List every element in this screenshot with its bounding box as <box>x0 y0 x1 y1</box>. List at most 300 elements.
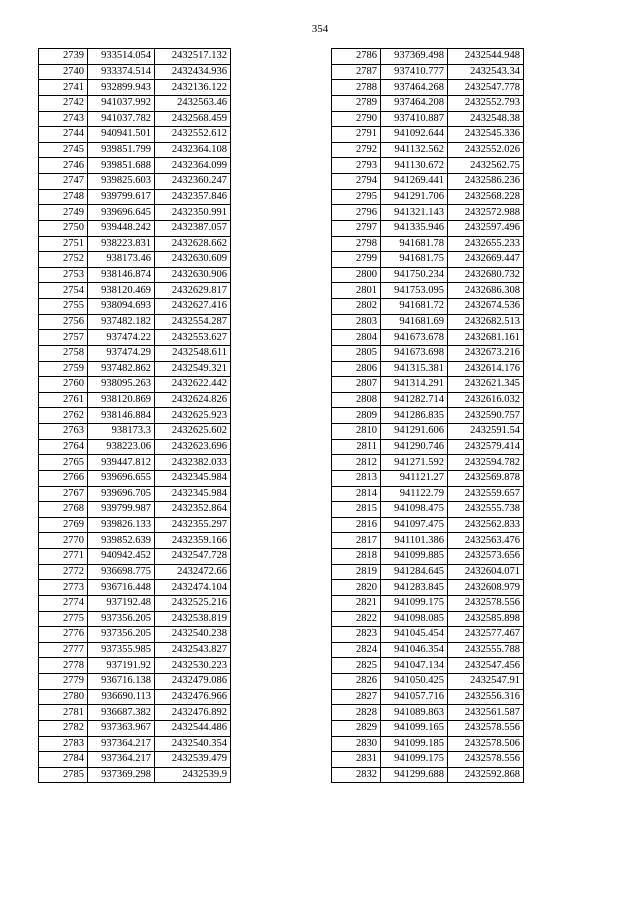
y-coordinate-cell: 2432352.864 <box>155 502 231 518</box>
y-coordinate-cell: 2432630.906 <box>155 267 231 283</box>
x-coordinate-cell: 941099.175 <box>381 595 448 611</box>
point-number-cell: 2740 <box>39 64 88 80</box>
y-coordinate-cell: 2432350.991 <box>155 205 231 221</box>
table-row <box>332 174 524 190</box>
x-coordinate-cell: 932899.943 <box>88 80 155 96</box>
y-coordinate-cell: 2432629.817 <box>155 283 231 299</box>
point-number-cell: 2788 <box>332 80 381 96</box>
y-coordinate-cell: 2432578.506 <box>448 736 524 752</box>
x-coordinate-cell: 941037.782 <box>88 111 155 127</box>
x-coordinate-cell: 941047.134 <box>381 658 448 674</box>
point-number-cell: 2742 <box>39 95 88 111</box>
table-row <box>39 611 231 627</box>
table-row <box>332 439 524 455</box>
point-number-cell: 2821 <box>332 595 381 611</box>
y-coordinate-cell: 2432355.297 <box>155 517 231 533</box>
table-row <box>332 267 524 283</box>
table-row <box>332 486 524 502</box>
point-number-cell: 2770 <box>39 533 88 549</box>
x-coordinate-cell: 941099.165 <box>381 720 448 736</box>
x-coordinate-cell: 939851.799 <box>88 142 155 158</box>
y-coordinate-cell: 2432540.354 <box>155 736 231 752</box>
table-row <box>332 392 524 408</box>
table-row <box>332 205 524 221</box>
x-coordinate-cell: 941122.79 <box>381 486 448 502</box>
point-number-cell: 2774 <box>39 595 88 611</box>
x-coordinate-cell: 938146.874 <box>88 267 155 283</box>
table-row <box>39 267 231 283</box>
table-row <box>39 705 231 721</box>
x-coordinate-cell: 941057.716 <box>381 689 448 705</box>
y-coordinate-cell: 2432592.868 <box>448 767 524 783</box>
point-number-cell: 2768 <box>39 502 88 518</box>
y-coordinate-cell: 2432578.556 <box>448 595 524 611</box>
point-number-cell: 2783 <box>39 736 88 752</box>
y-coordinate-cell: 2432345.984 <box>155 470 231 486</box>
y-coordinate-cell: 2432434.936 <box>155 64 231 80</box>
x-coordinate-cell: 937356.205 <box>88 627 155 643</box>
point-number-cell: 2816 <box>332 517 381 533</box>
table-row <box>39 314 231 330</box>
x-coordinate-cell: 941130.672 <box>381 158 448 174</box>
y-coordinate-cell: 2432549.321 <box>155 361 231 377</box>
y-coordinate-cell: 2432627.416 <box>155 299 231 315</box>
coordinates-table-left <box>38 48 231 783</box>
y-coordinate-cell: 2432562.75 <box>448 158 524 174</box>
table-row <box>332 299 524 315</box>
table-row <box>39 142 231 158</box>
table-row <box>332 533 524 549</box>
y-coordinate-cell: 2432597.496 <box>448 220 524 236</box>
x-coordinate-cell: 938094.693 <box>88 299 155 315</box>
point-number-cell: 2762 <box>39 408 88 424</box>
y-coordinate-cell: 2432547.728 <box>155 549 231 565</box>
table-row <box>39 455 231 471</box>
page-number: 354 <box>311 23 329 35</box>
point-number-cell: 2823 <box>332 627 381 643</box>
table-row <box>39 408 231 424</box>
x-coordinate-cell: 940942.452 <box>88 549 155 565</box>
y-coordinate-cell: 2432136.122 <box>155 80 231 96</box>
y-coordinate-cell: 2432561.587 <box>448 705 524 721</box>
table-row <box>332 330 524 346</box>
point-number-cell: 2811 <box>332 439 381 455</box>
y-coordinate-cell: 2432614.176 <box>448 361 524 377</box>
x-coordinate-cell: 941271.592 <box>381 455 448 471</box>
table-row <box>39 595 231 611</box>
table-row <box>332 361 524 377</box>
point-number-cell: 2819 <box>332 564 381 580</box>
table-row <box>39 502 231 518</box>
point-number-cell: 2822 <box>332 611 381 627</box>
y-coordinate-cell: 2432572.988 <box>448 205 524 221</box>
table-row <box>332 424 524 440</box>
y-coordinate-cell: 2432552.026 <box>448 142 524 158</box>
y-coordinate-cell: 2432547.456 <box>448 658 524 674</box>
table-row <box>332 470 524 486</box>
x-coordinate-cell: 939696.645 <box>88 205 155 221</box>
x-coordinate-cell: 941037.992 <box>88 95 155 111</box>
table-row <box>332 158 524 174</box>
y-coordinate-cell: 2432655.233 <box>448 236 524 252</box>
x-coordinate-cell: 937369.498 <box>381 49 448 65</box>
x-coordinate-cell: 941121.27 <box>381 470 448 486</box>
y-coordinate-cell: 2432568.459 <box>155 111 231 127</box>
x-coordinate-cell: 941284.645 <box>381 564 448 580</box>
x-coordinate-cell: 941099.175 <box>381 752 448 768</box>
table-row <box>39 205 231 221</box>
table-row <box>39 689 231 705</box>
point-number-cell: 2807 <box>332 377 381 393</box>
y-coordinate-cell: 2432472.66 <box>155 564 231 580</box>
table-row <box>39 220 231 236</box>
point-number-cell: 2750 <box>39 220 88 236</box>
y-coordinate-cell: 2432364.099 <box>155 158 231 174</box>
x-coordinate-cell: 941286.835 <box>381 408 448 424</box>
point-number-cell: 2765 <box>39 455 88 471</box>
y-coordinate-cell: 2432364.108 <box>155 142 231 158</box>
x-coordinate-cell: 933514.054 <box>88 49 155 65</box>
point-number-cell: 2741 <box>39 80 88 96</box>
x-coordinate-cell: 941315.381 <box>381 361 448 377</box>
y-coordinate-cell: 2432586.236 <box>448 174 524 190</box>
point-number-cell: 2784 <box>39 752 88 768</box>
y-coordinate-cell: 2432680.732 <box>448 267 524 283</box>
y-coordinate-cell: 2432686.308 <box>448 283 524 299</box>
x-coordinate-cell: 941750.234 <box>381 267 448 283</box>
point-number-cell: 2780 <box>39 689 88 705</box>
table-row <box>39 95 231 111</box>
table-row <box>332 627 524 643</box>
x-coordinate-cell: 941673.678 <box>381 330 448 346</box>
x-coordinate-cell: 937191.92 <box>88 658 155 674</box>
point-number-cell: 2813 <box>332 470 381 486</box>
point-number-cell: 2775 <box>39 611 88 627</box>
point-number-cell: 2764 <box>39 439 88 455</box>
point-number-cell: 2787 <box>332 64 381 80</box>
point-number-cell: 2798 <box>332 236 381 252</box>
point-number-cell: 2763 <box>39 424 88 440</box>
point-number-cell: 2789 <box>332 95 381 111</box>
point-number-cell: 2745 <box>39 142 88 158</box>
y-coordinate-cell: 2432569.878 <box>448 470 524 486</box>
x-coordinate-cell: 941282.714 <box>381 392 448 408</box>
point-number-cell: 2755 <box>39 299 88 315</box>
table-row <box>332 127 524 143</box>
y-coordinate-cell: 2432622.442 <box>155 377 231 393</box>
table-row <box>39 533 231 549</box>
point-number-cell: 2804 <box>332 330 381 346</box>
y-coordinate-cell: 2432579.414 <box>448 439 524 455</box>
x-coordinate-cell: 941335.946 <box>381 220 448 236</box>
point-number-cell: 2800 <box>332 267 381 283</box>
x-coordinate-cell: 941291.706 <box>381 189 448 205</box>
point-number-cell: 2790 <box>332 111 381 127</box>
table-row <box>332 705 524 721</box>
table-row <box>332 95 524 111</box>
point-number-cell: 2812 <box>332 455 381 471</box>
table-row <box>332 642 524 658</box>
x-coordinate-cell: 941099.185 <box>381 736 448 752</box>
table-row <box>332 220 524 236</box>
y-coordinate-cell: 2432555.738 <box>448 502 524 518</box>
point-number-cell: 2831 <box>332 752 381 768</box>
point-number-cell: 2814 <box>332 486 381 502</box>
point-number-cell: 2809 <box>332 408 381 424</box>
point-number-cell: 2782 <box>39 720 88 736</box>
y-coordinate-cell: 2432543.34 <box>448 64 524 80</box>
y-coordinate-cell: 2432590.757 <box>448 408 524 424</box>
point-number-cell: 2739 <box>39 49 88 65</box>
point-number-cell: 2754 <box>39 283 88 299</box>
table-row <box>332 283 524 299</box>
y-coordinate-cell: 2432616.032 <box>448 392 524 408</box>
table-row <box>39 64 231 80</box>
point-number-cell: 2751 <box>39 236 88 252</box>
x-coordinate-cell: 939825.603 <box>88 174 155 190</box>
table-row <box>39 299 231 315</box>
table-row <box>332 189 524 205</box>
point-number-cell: 2746 <box>39 158 88 174</box>
x-coordinate-cell: 937369.298 <box>88 767 155 783</box>
point-number-cell: 2801 <box>332 283 381 299</box>
table-row <box>332 252 524 268</box>
x-coordinate-cell: 941299.688 <box>381 767 448 783</box>
point-number-cell: 2795 <box>332 189 381 205</box>
y-coordinate-cell: 2432573.656 <box>448 549 524 565</box>
table-row <box>332 549 524 565</box>
x-coordinate-cell: 938173.46 <box>88 252 155 268</box>
coordinates-table-right <box>331 48 524 783</box>
table-left-body <box>39 49 231 783</box>
y-coordinate-cell: 2432591.54 <box>448 424 524 440</box>
table-row <box>332 49 524 65</box>
table-row <box>39 345 231 361</box>
x-coordinate-cell: 941045.454 <box>381 627 448 643</box>
point-number-cell: 2820 <box>332 580 381 596</box>
x-coordinate-cell: 941050.425 <box>381 674 448 690</box>
point-number-cell: 2779 <box>39 674 88 690</box>
table-row <box>39 127 231 143</box>
y-coordinate-cell: 2432547.91 <box>448 674 524 690</box>
point-number-cell: 2806 <box>332 361 381 377</box>
point-number-cell: 2791 <box>332 127 381 143</box>
y-coordinate-cell: 2432623.696 <box>155 439 231 455</box>
point-number-cell: 2810 <box>332 424 381 440</box>
x-coordinate-cell: 938223.06 <box>88 439 155 455</box>
y-coordinate-cell: 2432604.071 <box>448 564 524 580</box>
y-coordinate-cell: 2432387.057 <box>155 220 231 236</box>
x-coordinate-cell: 936698.775 <box>88 564 155 580</box>
table-row <box>332 64 524 80</box>
point-number-cell: 2808 <box>332 392 381 408</box>
y-coordinate-cell: 2432543.827 <box>155 642 231 658</box>
y-coordinate-cell: 2432578.556 <box>448 720 524 736</box>
x-coordinate-cell: 941097.475 <box>381 517 448 533</box>
table-row <box>332 689 524 705</box>
point-number-cell: 2802 <box>332 299 381 315</box>
table-row <box>39 158 231 174</box>
table-row <box>332 517 524 533</box>
y-coordinate-cell: 2432625.602 <box>155 424 231 440</box>
x-coordinate-cell: 939851.688 <box>88 158 155 174</box>
point-number-cell: 2799 <box>332 252 381 268</box>
point-number-cell: 2796 <box>332 205 381 221</box>
point-number-cell: 2825 <box>332 658 381 674</box>
y-coordinate-cell: 2432517.132 <box>155 49 231 65</box>
point-number-cell: 2830 <box>332 736 381 752</box>
point-number-cell: 2756 <box>39 314 88 330</box>
point-number-cell: 2781 <box>39 705 88 721</box>
table-row <box>39 752 231 768</box>
x-coordinate-cell: 941681.69 <box>381 314 448 330</box>
y-coordinate-cell: 2432359.166 <box>155 533 231 549</box>
x-coordinate-cell: 941098.085 <box>381 611 448 627</box>
x-coordinate-cell: 937356.205 <box>88 611 155 627</box>
table-row <box>332 314 524 330</box>
x-coordinate-cell: 938173.3 <box>88 424 155 440</box>
table-row <box>332 377 524 393</box>
y-coordinate-cell: 2432578.556 <box>448 752 524 768</box>
x-coordinate-cell: 937410.887 <box>381 111 448 127</box>
x-coordinate-cell: 939799.617 <box>88 189 155 205</box>
point-number-cell: 2749 <box>39 205 88 221</box>
x-coordinate-cell: 941321.143 <box>381 205 448 221</box>
table-row <box>332 455 524 471</box>
point-number-cell: 2818 <box>332 549 381 565</box>
y-coordinate-cell: 2432345.984 <box>155 486 231 502</box>
x-coordinate-cell: 937474.22 <box>88 330 155 346</box>
table-row <box>332 595 524 611</box>
y-coordinate-cell: 2432544.486 <box>155 720 231 736</box>
y-coordinate-cell: 2432556.316 <box>448 689 524 705</box>
y-coordinate-cell: 2432608.979 <box>448 580 524 596</box>
y-coordinate-cell: 2432539.9 <box>155 767 231 783</box>
point-number-cell: 2805 <box>332 345 381 361</box>
x-coordinate-cell: 937363.967 <box>88 720 155 736</box>
table-row <box>332 736 524 752</box>
table-row <box>332 142 524 158</box>
y-coordinate-cell: 2432559.657 <box>448 486 524 502</box>
x-coordinate-cell: 937464.208 <box>381 95 448 111</box>
table-row <box>39 111 231 127</box>
x-coordinate-cell: 941092.644 <box>381 127 448 143</box>
table-row <box>332 111 524 127</box>
point-number-cell: 2832 <box>332 767 381 783</box>
table-row <box>332 502 524 518</box>
point-number-cell: 2797 <box>332 220 381 236</box>
y-coordinate-cell: 2432357.846 <box>155 189 231 205</box>
x-coordinate-cell: 938120.469 <box>88 283 155 299</box>
x-coordinate-cell: 939799.987 <box>88 502 155 518</box>
y-coordinate-cell: 2432544.948 <box>448 49 524 65</box>
point-number-cell: 2803 <box>332 314 381 330</box>
x-coordinate-cell: 940941.501 <box>88 127 155 143</box>
point-number-cell: 2793 <box>332 158 381 174</box>
x-coordinate-cell: 938095.263 <box>88 377 155 393</box>
x-coordinate-cell: 933374.514 <box>88 64 155 80</box>
table-row <box>39 720 231 736</box>
y-coordinate-cell: 2432552.612 <box>155 127 231 143</box>
point-number-cell: 2760 <box>39 377 88 393</box>
x-coordinate-cell: 941269.441 <box>381 174 448 190</box>
table-row <box>332 674 524 690</box>
table-row <box>39 627 231 643</box>
table-row <box>39 283 231 299</box>
point-number-cell: 2817 <box>332 533 381 549</box>
table-row <box>39 658 231 674</box>
x-coordinate-cell: 941290.746 <box>381 439 448 455</box>
table-row <box>332 564 524 580</box>
y-coordinate-cell: 2432577.467 <box>448 627 524 643</box>
point-number-cell: 2744 <box>39 127 88 143</box>
point-number-cell: 2773 <box>39 580 88 596</box>
x-coordinate-cell: 937192.48 <box>88 595 155 611</box>
y-coordinate-cell: 2432476.892 <box>155 705 231 721</box>
point-number-cell: 2767 <box>39 486 88 502</box>
point-number-cell: 2776 <box>39 627 88 643</box>
point-number-cell: 2761 <box>39 392 88 408</box>
table-row <box>39 236 231 252</box>
y-coordinate-cell: 2432624.826 <box>155 392 231 408</box>
y-coordinate-cell: 2432682.513 <box>448 314 524 330</box>
x-coordinate-cell: 937464.268 <box>381 80 448 96</box>
table-row <box>39 736 231 752</box>
y-coordinate-cell: 2432474.104 <box>155 580 231 596</box>
x-coordinate-cell: 941681.78 <box>381 236 448 252</box>
y-coordinate-cell: 2432628.662 <box>155 236 231 252</box>
y-coordinate-cell: 2432673.216 <box>448 345 524 361</box>
x-coordinate-cell: 939448.242 <box>88 220 155 236</box>
x-coordinate-cell: 941314.291 <box>381 377 448 393</box>
table-row <box>39 392 231 408</box>
y-coordinate-cell: 2432476.966 <box>155 689 231 705</box>
point-number-cell: 2826 <box>332 674 381 690</box>
y-coordinate-cell: 2432547.778 <box>448 80 524 96</box>
y-coordinate-cell: 2432552.793 <box>448 95 524 111</box>
table-row <box>332 611 524 627</box>
table-row <box>39 252 231 268</box>
x-coordinate-cell: 937364.217 <box>88 752 155 768</box>
y-coordinate-cell: 2432594.782 <box>448 455 524 471</box>
point-number-cell: 2792 <box>332 142 381 158</box>
table-row <box>332 767 524 783</box>
x-coordinate-cell: 941753.095 <box>381 283 448 299</box>
y-coordinate-cell: 2432568.228 <box>448 189 524 205</box>
y-coordinate-cell: 2432525.216 <box>155 595 231 611</box>
x-coordinate-cell: 941089.863 <box>381 705 448 721</box>
x-coordinate-cell: 941046.354 <box>381 642 448 658</box>
x-coordinate-cell: 937355.985 <box>88 642 155 658</box>
x-coordinate-cell: 937364.217 <box>88 736 155 752</box>
table-row <box>39 361 231 377</box>
point-number-cell: 2777 <box>39 642 88 658</box>
y-coordinate-cell: 2432382.033 <box>155 455 231 471</box>
y-coordinate-cell: 2432625.923 <box>155 408 231 424</box>
y-coordinate-cell: 2432621.345 <box>448 377 524 393</box>
x-coordinate-cell: 939696.655 <box>88 470 155 486</box>
y-coordinate-cell: 2432553.627 <box>155 330 231 346</box>
x-coordinate-cell: 937410.777 <box>381 64 448 80</box>
table-row <box>39 49 231 65</box>
table-row <box>39 642 231 658</box>
table-row <box>39 767 231 783</box>
x-coordinate-cell: 936690.113 <box>88 689 155 705</box>
y-coordinate-cell: 2432540.238 <box>155 627 231 643</box>
x-coordinate-cell: 941673.698 <box>381 345 448 361</box>
y-coordinate-cell: 2432563.46 <box>155 95 231 111</box>
table-row <box>332 720 524 736</box>
